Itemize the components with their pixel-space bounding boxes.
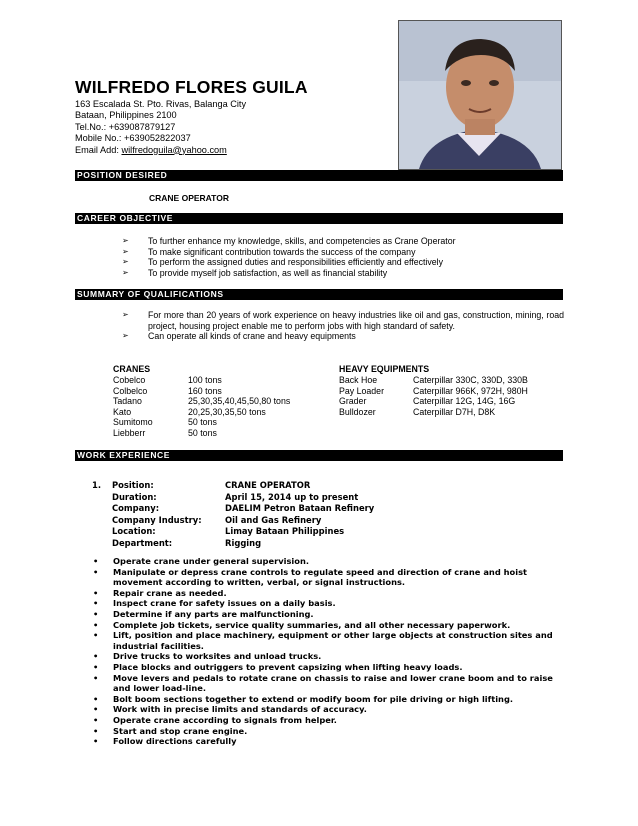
table-row bbox=[113, 386, 290, 397]
equipment-type: Bulldozer bbox=[339, 406, 376, 417]
job-field-value: DAELIM Petron Bataan Refinery bbox=[225, 503, 375, 514]
table-row bbox=[113, 428, 290, 439]
section-title-position: POSITION DESIRED bbox=[75, 170, 170, 181]
address-line-2: Bataan, Philippines 2100 bbox=[75, 110, 177, 121]
crane-capacity: 20,25,30,35,50 tons bbox=[188, 406, 266, 417]
duty-item: • Complete job tickets, service quality summaries, and all other necessary paperwork. bbox=[90, 620, 570, 631]
section-title-objective: CAREER OBJECTIVE bbox=[75, 213, 176, 224]
job-field-value: CRANE OPERATOR bbox=[225, 480, 311, 490]
crane-brand: Colbelco bbox=[113, 385, 148, 396]
job-field-value: Oil and Gas Refinery bbox=[225, 514, 322, 525]
section-bar-position bbox=[75, 170, 563, 181]
qualification-list bbox=[120, 310, 564, 342]
duty-item: • Operate crane under general supervision. bbox=[90, 556, 570, 567]
table-row bbox=[92, 492, 374, 504]
section-title-work: WORK EXPERIENCE bbox=[75, 450, 173, 461]
crane-brand: Tadano bbox=[113, 396, 142, 407]
duty-item: • Start and stop crane engine. bbox=[90, 726, 570, 737]
job-field-value: Limay Bataan Philippines bbox=[225, 526, 345, 537]
job-field-label: Company Industry: bbox=[112, 514, 202, 525]
cranes-block bbox=[113, 364, 290, 439]
table-row bbox=[339, 375, 528, 386]
table-row bbox=[92, 538, 374, 550]
table-row bbox=[113, 396, 290, 407]
telephone: Tel.No.: +639087879127 bbox=[75, 121, 176, 132]
profile-photo bbox=[398, 20, 562, 170]
table-row bbox=[113, 375, 290, 386]
heavy-equipment-table bbox=[339, 375, 528, 417]
position-desired-value: CRANE OPERATOR bbox=[149, 193, 229, 203]
duty-item: • Determine if any parts are malfunctioning. bbox=[90, 609, 570, 620]
section-bar-work bbox=[75, 450, 563, 461]
duties-list bbox=[90, 556, 570, 747]
crane-capacity: 50 tons bbox=[188, 427, 217, 438]
table-row bbox=[339, 386, 528, 397]
qualification-item: ➢ For more than 20 years of work experience on heavy industries like oil and gas, construction, mining, road project, housing project enable me to perform jobs with high standard of safety. bbox=[120, 310, 564, 331]
duty-item: • Lift, position and place machinery, equipment or other large objects at construction sites and industrial facilities. bbox=[90, 630, 570, 651]
duty-item: • Inspect crane for safety issues on a daily basis. bbox=[90, 598, 570, 609]
table-row bbox=[92, 526, 374, 538]
table-row bbox=[339, 396, 528, 407]
crane-capacity: 160 tons bbox=[188, 385, 222, 396]
crane-capacity: 50 tons bbox=[188, 417, 217, 428]
table-row bbox=[92, 503, 374, 515]
equipment-model: Caterpillar 12G, 14G, 16G bbox=[413, 396, 516, 407]
heavy-equipment-heading: HEAVY EQUIPMENTS bbox=[339, 364, 430, 374]
duty-item: • Follow directions carefully bbox=[90, 736, 570, 747]
section-title-summary: SUMMARY OF QUALIFICATIONS bbox=[75, 289, 227, 300]
crane-capacity: 25,30,35,40,45,50,80 tons bbox=[188, 396, 291, 407]
crane-brand: Cobelco bbox=[113, 375, 146, 385]
table-row bbox=[113, 417, 290, 428]
contact-block bbox=[75, 99, 246, 156]
crane-brand: Kato bbox=[113, 406, 132, 417]
duty-item: • Drive trucks to worksites and unload trucks. bbox=[90, 651, 570, 662]
job-field-label: Position: bbox=[112, 480, 154, 490]
equipment-model: Caterpillar 966K, 972H, 980H bbox=[413, 385, 528, 396]
objective-list bbox=[120, 236, 560, 278]
job-details-table bbox=[92, 480, 374, 550]
job-field-label: Company: bbox=[112, 503, 160, 514]
objective-item: ➢ To provide myself job satisfaction, as well as financial stability bbox=[120, 268, 560, 279]
job-field-label: Location: bbox=[112, 526, 156, 537]
job-field-label: Department: bbox=[112, 537, 173, 548]
email-line bbox=[75, 145, 246, 156]
cranes-heading: CRANES bbox=[113, 364, 151, 374]
duty-item: • Work with in precise limits and standards of accuracy. bbox=[90, 704, 570, 715]
equipment-model: Caterpillar D7H, D8K bbox=[413, 406, 496, 417]
equipment-model: Caterpillar 330C, 330D, 330B bbox=[413, 375, 528, 385]
heavy-equipment-block bbox=[339, 364, 528, 417]
job-field-value: April 15, 2014 up to present bbox=[225, 491, 359, 502]
duty-item: • Move levers and pedals to rotate crane on chassis to raise and lower crane boom and to raise and lower load-line. bbox=[90, 673, 570, 694]
table-row bbox=[92, 515, 374, 527]
duty-item: • Bolt boom sections together to extend or modify boom for pile driving or high lifting. bbox=[90, 694, 570, 705]
equipment-type: Grader bbox=[339, 396, 367, 407]
address-line-1: 163 Escalada St. Pto. Rivas, Balanga City bbox=[75, 99, 247, 109]
duty-item: • Place blocks and outriggers to prevent capsizing when lifting heavy loads. bbox=[90, 662, 570, 673]
candidate-name: WILFREDO FLORES GUILA bbox=[75, 77, 308, 97]
email-link[interactable]: wilfredoguila@yahoo.com bbox=[121, 144, 227, 155]
equipment-type: Pay Loader bbox=[339, 385, 384, 396]
crane-brand: Sumitomo bbox=[113, 417, 153, 428]
section-bar-summary bbox=[75, 289, 563, 300]
job-field-value: Rigging bbox=[225, 537, 262, 548]
mobile: Mobile No.: +639052822037 bbox=[75, 133, 191, 144]
duty-item: • Repair crane as needed. bbox=[90, 588, 570, 599]
job-field-label: Duration: bbox=[112, 491, 157, 502]
section-bar-objective bbox=[75, 213, 563, 224]
table-row bbox=[339, 407, 528, 418]
equipment-type: Back Hoe bbox=[339, 375, 378, 385]
duty-item: • Operate crane according to signals from helper. bbox=[90, 715, 570, 726]
objective-item: ➢ To make significant contribution towards the success of the company bbox=[120, 247, 560, 258]
objective-item: ➢ To further enhance my knowledge, skills, and competencies as Crane Operator bbox=[120, 236, 560, 247]
qualification-item: ➢ Can operate all kinds of crane and heavy equipments bbox=[120, 331, 564, 342]
objective-item: ➢ To perform the assigned duties and responsibilities efficiently and effectively bbox=[120, 257, 560, 268]
job-entry bbox=[92, 480, 374, 550]
table-row bbox=[113, 407, 290, 418]
cranes-table bbox=[113, 375, 290, 439]
duty-item: • Manipulate or depress crane controls to regulate speed and direction of crane and hoist movement according to written, verbal, or signal instructions. bbox=[90, 567, 570, 588]
portrait-image bbox=[399, 21, 561, 169]
crane-capacity: 100 tons bbox=[188, 375, 222, 385]
email-label: Email Add: bbox=[75, 144, 122, 155]
crane-brand: Liebberr bbox=[113, 427, 146, 438]
table-row bbox=[92, 480, 374, 492]
job-number: 1. bbox=[92, 480, 102, 490]
